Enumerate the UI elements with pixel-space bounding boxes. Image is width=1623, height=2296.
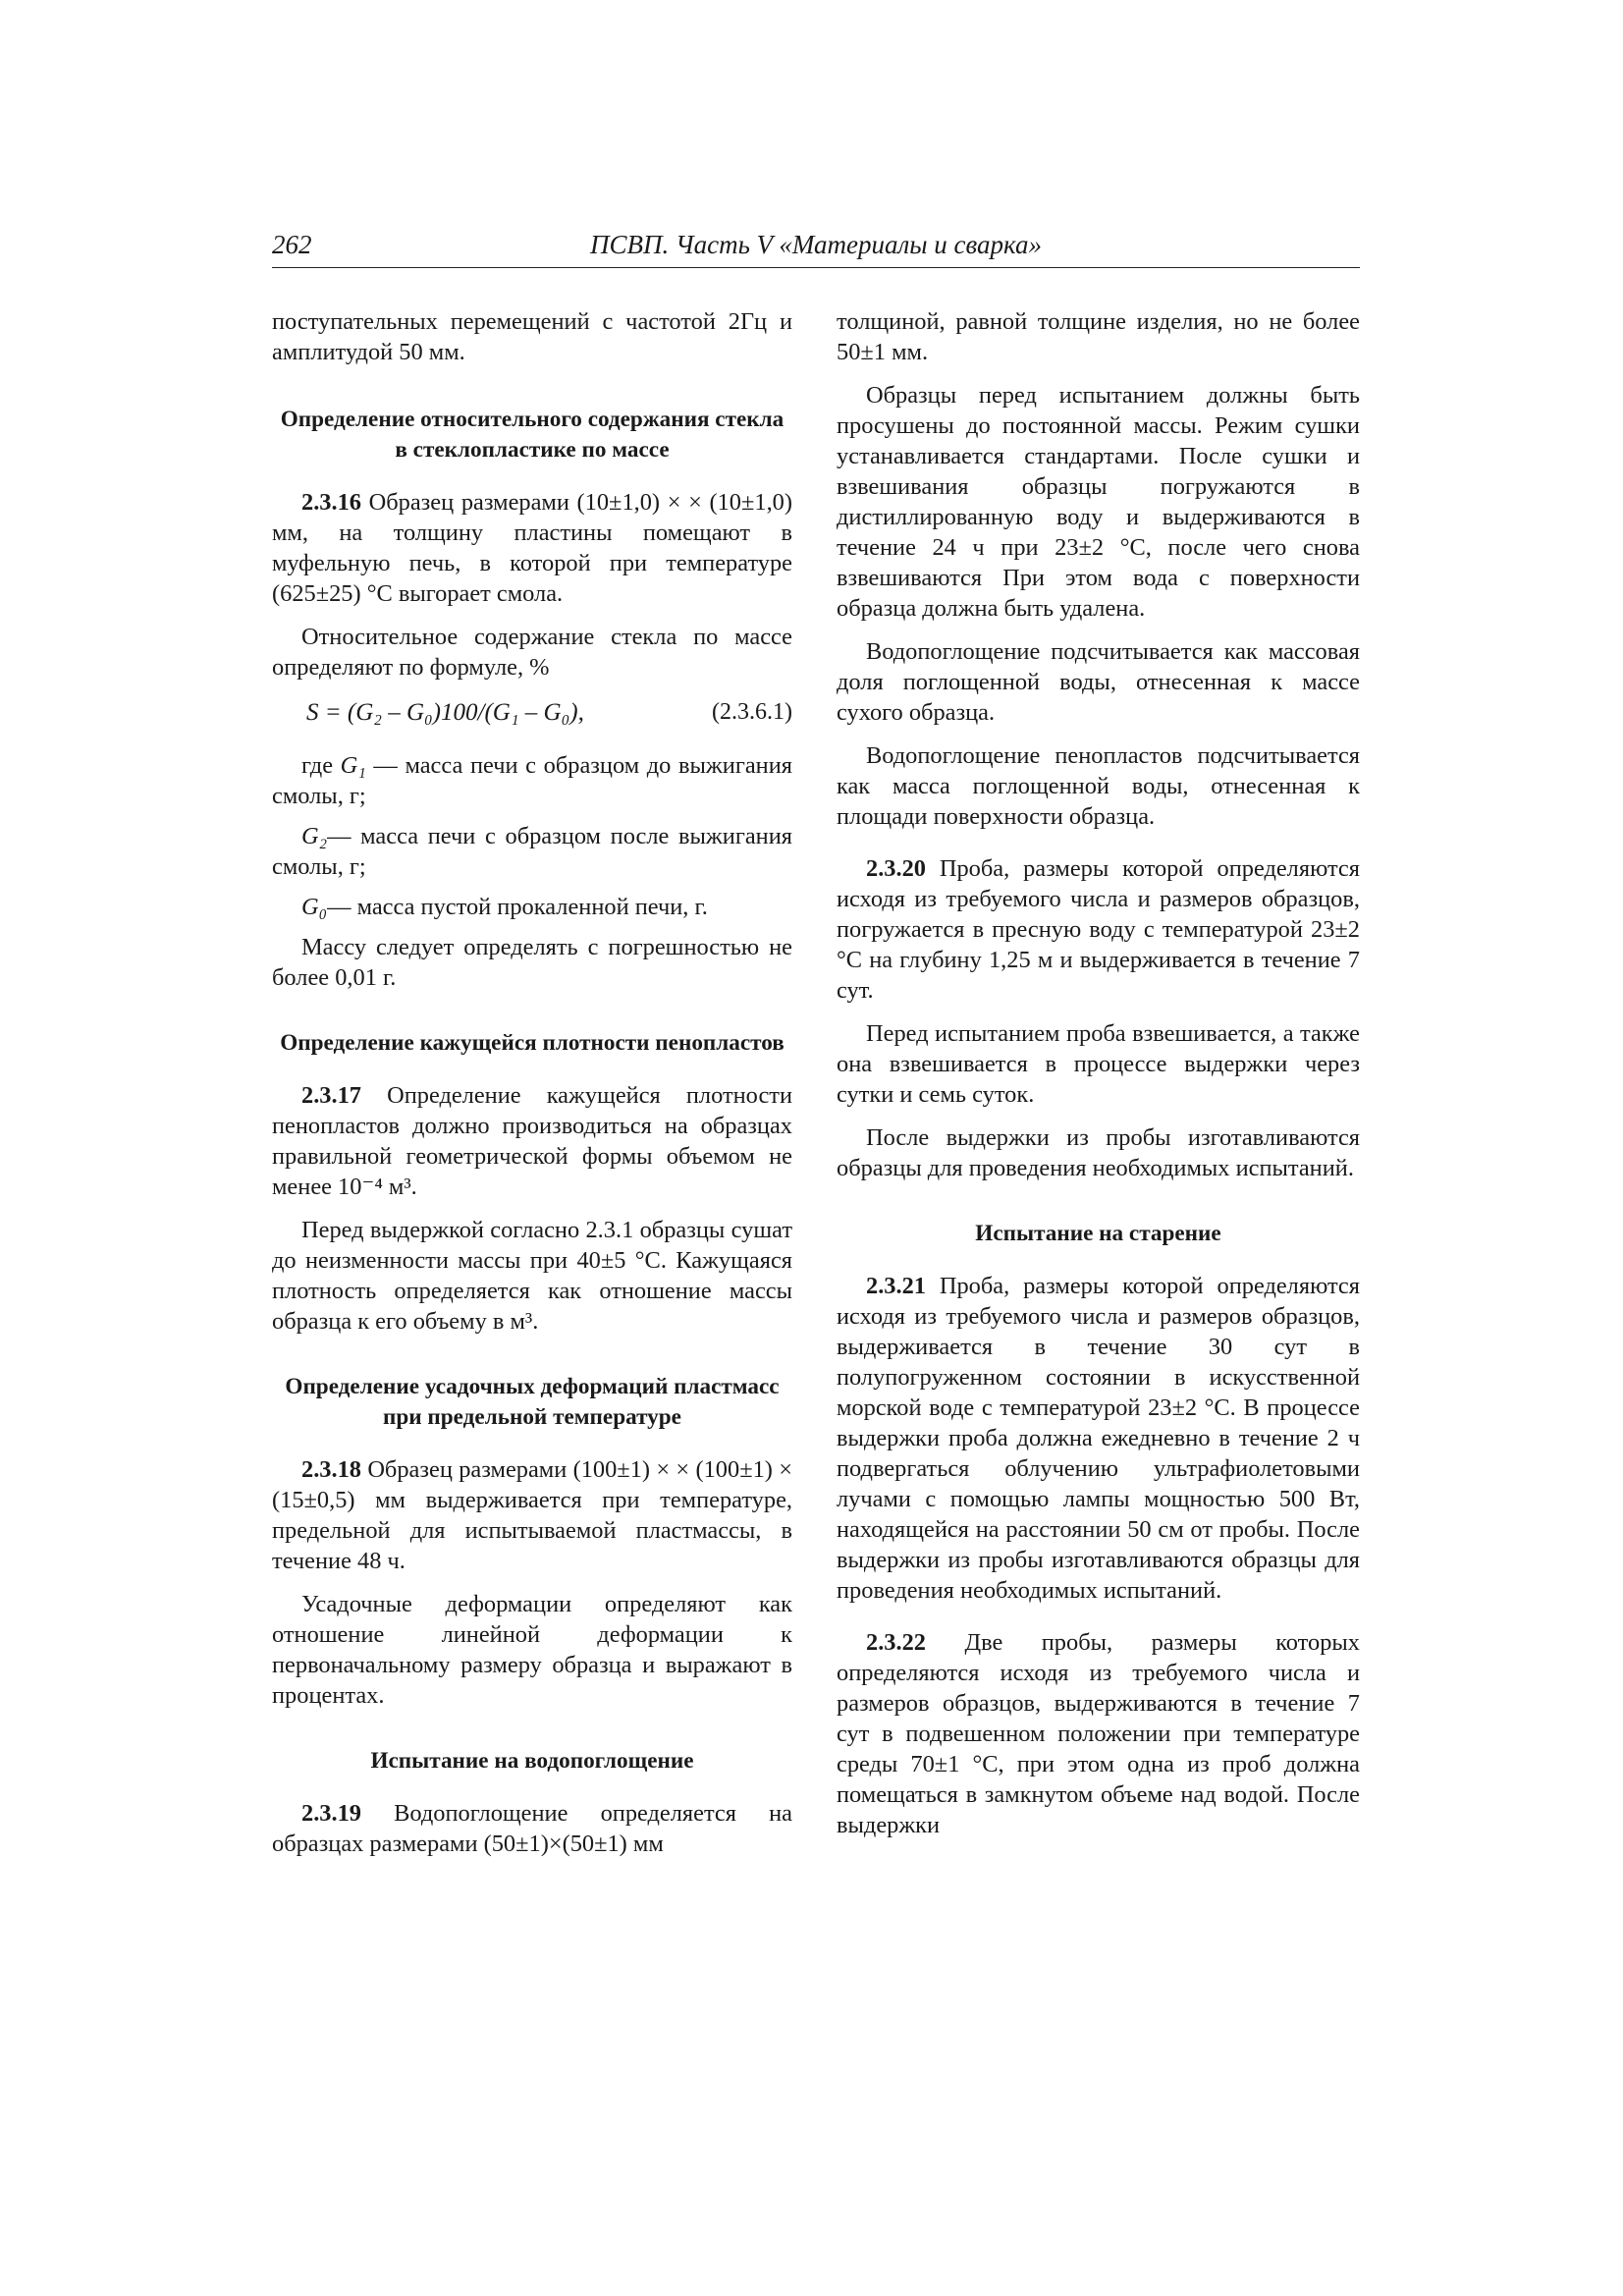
clause-2-3-18 [272, 1454, 792, 1576]
clause-text: Две пробы, размеры которых определяются исходя из требуемого числа и размеров образцов, выдерживаются в течение 7 сут в подвешенном положении при температуре среды 70±1 °С, при этом одна из проб должна помещаться в замкнутом объеме над водой. После выдержки [837, 1629, 1360, 1838]
definition-text: — масса печи с образцом до выжигания смолы, г; [272, 752, 792, 809]
definition-g0 [272, 892, 792, 922]
clause-2-3-19 [272, 1798, 792, 1859]
clause-2-3-22 [837, 1627, 1360, 1840]
page-number: 262 [272, 230, 312, 259]
clause-2-3-20 [837, 853, 1360, 1006]
paragraph-foam-absorption: Водопоглощение пенопластов подсчитывается как масса поглощенной воды, отнесенная к площади поверхности образца. [837, 742, 1360, 830]
symbol-g1: G₁ [340, 752, 366, 779]
formula-2-3-6-1 [272, 695, 792, 733]
symbol-g0: G₀ [301, 894, 328, 920]
formula-number: (2.3.6.1) [712, 699, 792, 725]
clause-text: Проба, размеры которой определяются исходя из требуемого числа и размеров образцов, выдерживается в течение 30 сут в полупогруженном состоянии в искусственной морской воде с температурой 23±2 °С. В процессе выдержки проба должна ежедневно в течение 2 ч подвергаться облучению ультрафиолетовыми лучами с помощью лампы мощностью 500 Вт, находящейся на расстоянии 50 см от пробы. После выдержки из пробы изготавливаются образцы для проведения необходимых испытаний. [837, 1273, 1360, 1604]
where-word: где [301, 752, 334, 779]
clause-2-3-21 [837, 1271, 1360, 1606]
clause-2-3-17 [272, 1080, 792, 1202]
paragraph-absorption-calc: Водопоглощение подсчитывается как массовая доля поглощенной воды, отнесенная к массе сухого образца. [837, 638, 1360, 726]
clause-number: 2.3.16 [301, 489, 361, 516]
heading-aging: Испытание на старение [975, 1221, 1221, 1246]
clause-text: Проба, размеры которой определяются исходя из требуемого числа и размеров образцов, погружается в пресную воду с температурой 23±2 °С на глубину 1,25 м и выдерживается в течение 7 сут. [837, 855, 1360, 1004]
clause-text: Образец размерами (10±1,0) × × (10±1,0) мм, на толщину пластины помещают в муфельную печь, в которой при температуре (625±25) °С выгорает смола. [272, 489, 792, 607]
right-column [837, 306, 1360, 1853]
heading-water-absorption: Испытание на водопоглощение [370, 1748, 694, 1774]
clause-number: 2.3.19 [301, 1800, 361, 1827]
clause-number: 2.3.20 [866, 855, 926, 882]
definition-g1 [272, 750, 792, 811]
definition-text: — масса печи с образцом после выжигания смолы, г; [272, 823, 792, 880]
paragraph-after-exposure: После выдержки из пробы изготавливаются образцы для проведения необходимых испытаний. [837, 1124, 1360, 1181]
clause-text: Водопоглощение определяется на образцах размерами (50±1)×(50±1) мм [272, 1800, 792, 1857]
paragraph-weighing: Перед испытанием проба взвешивается, а также она взвешивается в процессе выдержки через сутки и семь суток. [837, 1020, 1360, 1108]
continued-paragraph: поступательных перемещений с частотой 2Гц и амплитудой 50 мм. [272, 308, 792, 365]
paragraph-drying: Образцы перед испытанием должны быть просушены до постоянной массы. Режим сушки устанавливается стандартами. После сушки и взвешивания образцы погружаются в дистиллированную воду и выдерживаются в течение 24 ч при 23±2 °С, после чего снова взвешиваются При этом вода с поверхности образца должна быть удалена. [837, 382, 1360, 622]
page-header [272, 228, 1360, 268]
left-column [272, 306, 792, 1872]
paragraph-relative-content: Относительное содержание стекла по массе определяют по формуле, % [272, 624, 792, 681]
clause-2-3-16 [272, 487, 792, 609]
paragraph-mass-accuracy: Массу следует определять с погрешностью не более 0,01 г. [272, 934, 792, 991]
paragraph-shrinkage: Усадочные деформации определяют как отношение линейной деформации к первоначальному размеру образца и выражают в процентах. [272, 1591, 792, 1709]
heading-apparent-density: Определение кажущейся плотности пенопластов [280, 1030, 784, 1056]
definition-text: — масса пустой прокаленной печи, г. [327, 894, 708, 920]
paragraph-before-exposure: Перед выдержкой согласно 2.3.1 образцы сушат до неизменности массы при 40±5 °С. Кажущаяся плотность определяется как отношение массы образца к его объему в м³. [272, 1217, 792, 1335]
clause-number: 2.3.18 [301, 1456, 361, 1483]
clause-number: 2.3.17 [301, 1082, 361, 1109]
formula-expression: S = (G₂ – G₀)100/(G₁ – G₀), [306, 699, 584, 726]
clause-text: Образец размерами (100±1) × × (100±1) × (15±0,5) мм выдерживается при температуре, предельной для испытываемой пластмассы, в течение 48 ч. [272, 1456, 792, 1574]
continued-paragraph: толщиной, равной толщине изделия, но не более 50±1 мм. [837, 308, 1360, 365]
clause-number: 2.3.21 [866, 1273, 926, 1299]
clause-text: Определение кажущейся плотности пенопластов должно производиться на образцах правильной геометрической формы объемом не менее 10⁻⁴ м³. [272, 1082, 792, 1200]
symbol-g2: G₂ [301, 823, 328, 849]
clause-number: 2.3.22 [866, 1629, 926, 1656]
heading-glass-content: Определение относительного содержания стекла в стеклопластике по массе [280, 407, 784, 463]
running-title: ПСВП. Часть V «Материалы и сварка» [589, 230, 1042, 259]
heading-shrinkage: Определение усадочных деформаций пластмасс при предельной температуре [285, 1374, 780, 1430]
definition-g2 [272, 821, 792, 882]
